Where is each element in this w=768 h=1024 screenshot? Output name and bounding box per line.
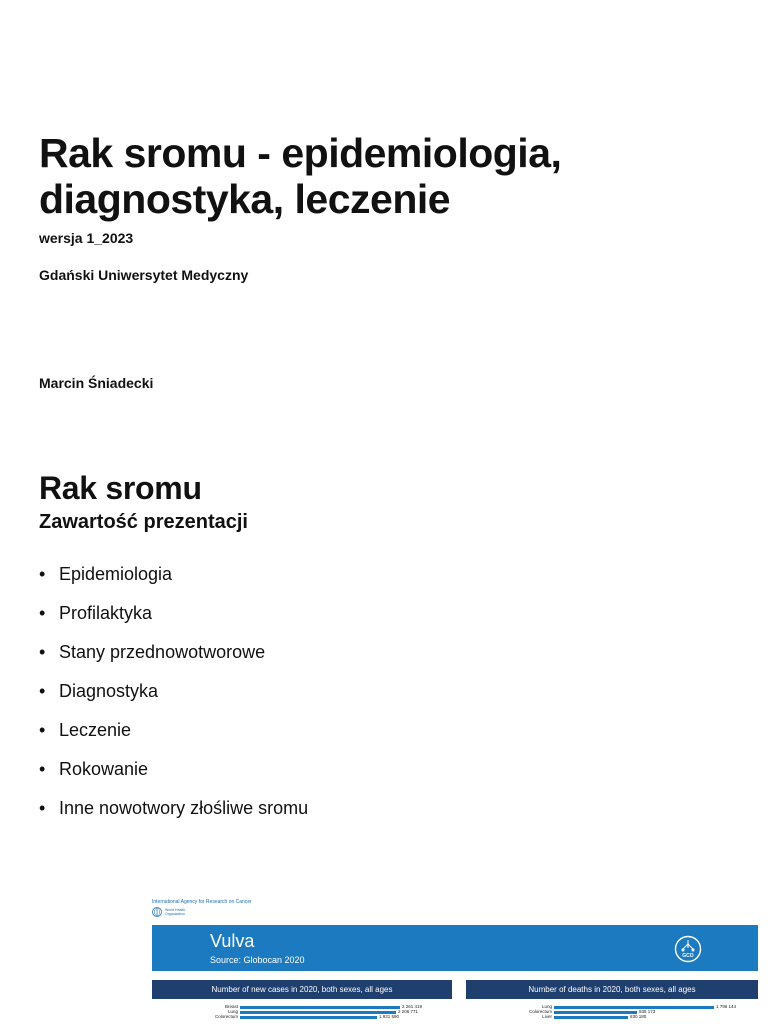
gco-label: GCO <box>682 953 694 959</box>
contents-title: Rak sromu <box>39 470 202 506</box>
list-item <box>39 681 308 720</box>
list-item-label: Leczenie <box>59 720 132 740</box>
bar-value-label: 830 180 <box>630 1014 647 1019</box>
list-item <box>39 603 308 642</box>
list-item-label: Rokowanie <box>59 759 149 779</box>
list-item-label: Diagnostyka <box>59 681 159 701</box>
title-line-2: diagnostyka, leczenie <box>39 176 451 222</box>
list-item-label: Inne nowotwory złośliwe sromu <box>59 798 309 818</box>
bar-label: Lung <box>227 1009 238 1014</box>
university-name: Gdański Uniwersytet Medyczny <box>39 267 249 283</box>
list-item-label: Profilaktyka <box>59 603 153 623</box>
bar-value-label: 2 261 419 <box>402 1004 423 1009</box>
bar-label: Lung <box>541 1004 552 1009</box>
contents-subtitle: Zawartość prezentacji <box>39 511 248 533</box>
bar <box>554 1011 637 1014</box>
bar-label: Colorectum <box>214 1014 238 1019</box>
bar-value-label: 1 931 590 <box>379 1014 400 1019</box>
bullet-icon: • <box>39 798 46 818</box>
bar <box>554 1016 628 1019</box>
list-item <box>39 720 308 759</box>
contents-list <box>39 564 308 837</box>
bar-label: Colorectum <box>528 1009 552 1014</box>
list-item <box>39 642 308 681</box>
new-cases-chart <box>152 1005 452 1024</box>
bar <box>554 1006 714 1009</box>
bullet-icon: • <box>39 759 46 779</box>
presentation-title <box>39 130 739 222</box>
bar-label: Liver <box>542 1014 552 1019</box>
bar <box>240 1016 377 1019</box>
bar-value-label: 2 206 771 <box>398 1009 419 1014</box>
factsheet-slide <box>152 897 768 1024</box>
list-item-label: Epidemiologia <box>59 564 173 584</box>
deaths-chart <box>466 1005 758 1024</box>
who-emblem-icon <box>152 907 162 917</box>
version-label: wersja 1_2023 <box>39 230 134 246</box>
bullet-icon: • <box>39 564 46 584</box>
gco-logo-icon <box>674 935 702 963</box>
cancer-site-title: Vulva <box>210 931 255 951</box>
bar-label: Breast <box>224 1004 238 1009</box>
list-item <box>39 759 308 798</box>
factsheet-banner <box>152 925 758 971</box>
data-source: Source: Globocan 2020 <box>210 955 305 965</box>
bullet-icon: • <box>39 603 46 623</box>
new-cases-header: Number of new cases in 2020, both sexes, all ages <box>152 980 452 999</box>
who-logo <box>152 907 195 917</box>
list-item <box>39 798 308 837</box>
bullet-icon: • <box>39 720 46 740</box>
title-slide <box>0 0 768 430</box>
deaths-header: Number of deaths in 2020, both sexes, all ages <box>466 980 758 999</box>
title-line-1: Rak sromu - epidemiologia, <box>39 130 562 176</box>
bar-value-label: 1 796 144 <box>716 1004 737 1009</box>
list-item-label: Stany przednowotworowe <box>59 642 266 662</box>
contents-slide <box>0 440 768 860</box>
list-item <box>39 564 308 603</box>
bullet-icon: • <box>39 681 46 701</box>
agency-name: International Agency for Research on Cancer <box>152 899 252 905</box>
bar-value-label: 935 173 <box>639 1009 656 1014</box>
bar <box>240 1011 396 1014</box>
bullet-icon: • <box>39 642 46 662</box>
bar <box>240 1006 400 1009</box>
author-name: Marcin Śniadecki <box>39 375 154 391</box>
who-name: World Health Organization <box>165 908 186 916</box>
